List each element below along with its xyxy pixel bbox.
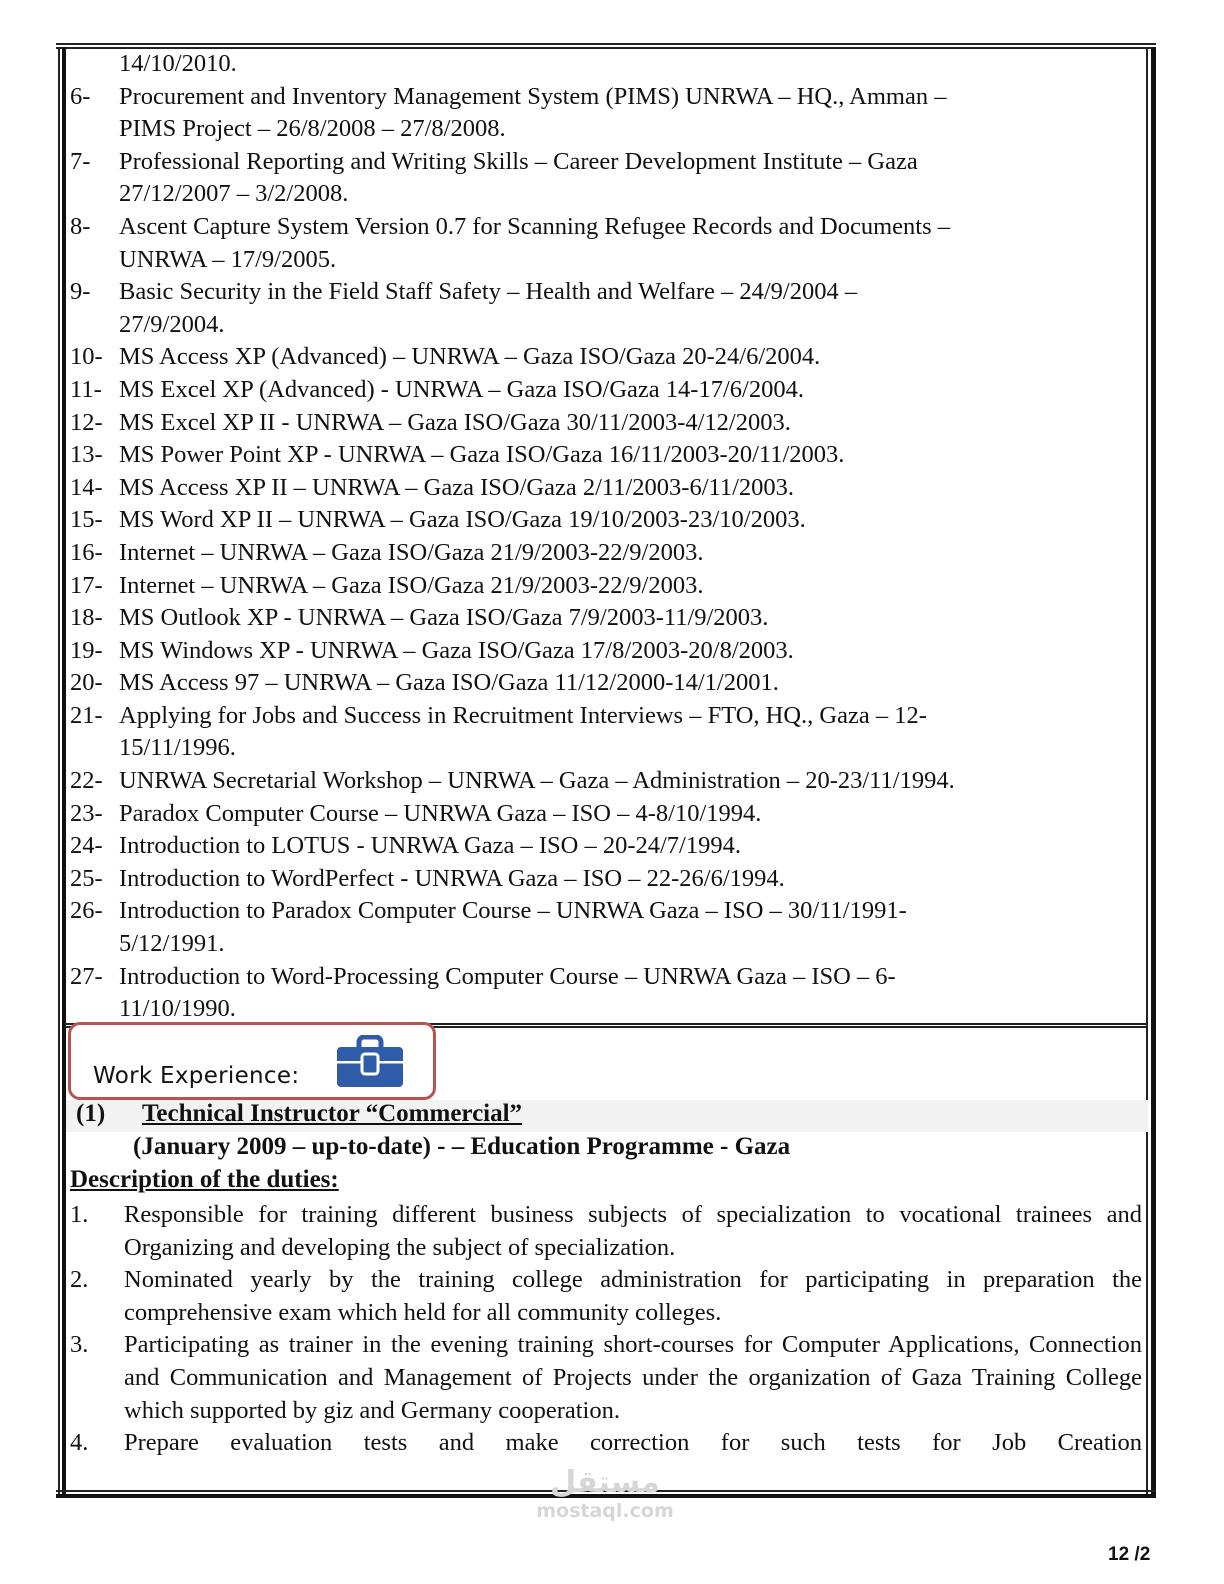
item-number: 26-	[70, 897, 103, 925]
list-item: 13- MS Power Point XP - UNRWA – Gaza ISO/Gaza 16/11/2003-20/11/2003.	[70, 439, 1130, 472]
list-item-continuation: UNRWA – 17/9/2005.	[119, 245, 337, 273]
item-number: 9-	[70, 278, 91, 306]
list-item: 26- Introduction to Paradox Computer Course – UNRWA Gaza – ISO – 30/11/1991-	[70, 895, 1130, 928]
list-item-continuation: 27/12/2007 – 3/2/2008.	[119, 180, 349, 208]
duty-item: 4. Prepare evaluation tests and make correction for such tests for Job Creation	[70, 1427, 1142, 1460]
list-item: 6- Procurement and Inventory Management System (PIMS) UNRWA – HQ., Amman –	[70, 81, 1130, 114]
duty-item: 3. Participating as trainer in the evening training short-courses for Computer Applications, Connection and Communication and Management of Projects under the organization of Gaza Training College which supported by giz and Germany cooperation.	[70, 1331, 1142, 1424]
item-number: 6-	[70, 82, 91, 110]
duty-item: 2. Nominated yearly by the training college administration for participating in preparation the comprehensive exam which held for all community colleges.	[70, 1266, 1142, 1326]
list-item-continuation: 5/12/1991.	[119, 930, 225, 958]
item-number: 12-	[70, 408, 103, 436]
list-item-continuation: PIMS Project – 26/8/2008 – 27/8/2008.	[119, 115, 506, 143]
item-number: 2.	[70, 1266, 89, 1294]
item-number: 16-	[70, 538, 103, 566]
page-number: 12 /2	[1108, 1544, 1151, 1565]
item-number: 23-	[70, 799, 103, 827]
list-item: 7- Professional Reporting and Writing Skills – Career Development Institute – Gaza	[70, 146, 1130, 179]
job-title: Technical Instructor “Commercial”	[142, 1100, 523, 1127]
item-number: 18-	[70, 604, 103, 632]
list-item: 27- Introduction to Word-Processing Computer Course – UNRWA Gaza – ISO – 6-	[70, 961, 1130, 994]
list-item: 21- Applying for Jobs and Success in Recruitment Interviews – FTO, HQ., Gaza – 12-	[70, 700, 1130, 733]
section-heading: Work Experience:	[93, 1063, 300, 1089]
list-item: 10- MS Access XP (Advanced) – UNRWA – Gaza ISO/Gaza 20-24/6/2004.	[70, 341, 1130, 374]
item-number: 25-	[70, 864, 103, 892]
watermark-text: mostaql.com	[536, 1500, 674, 1522]
list-item: 12- MS Excel XP II - UNRWA – Gaza ISO/Gaza 30/11/2003-4/12/2003.	[70, 407, 1130, 440]
duty-item: 1. Responsible for training different business subjects of specialization to vocational trainees and Organizing and developing the subject of specialization.	[70, 1201, 1142, 1261]
list-item: 17- Internet – UNRWA – Gaza ISO/Gaza 21/9/2003-22/9/2003.	[70, 570, 1130, 603]
list-item: 11- MS Excel XP (Advanced) - UNRWA – Gaza ISO/Gaza 14-17/6/2004.	[70, 374, 1130, 407]
list-item-continuation: 14/10/2010.	[119, 50, 237, 77]
briefcase-icon	[335, 1035, 405, 1089]
list-item: 19- MS Windows XP - UNRWA – Gaza ISO/Gaza 17/8/2003-20/8/2003.	[70, 635, 1130, 668]
list-item: 9- Basic Security in the Field Staff Safety – Health and Welfare – 24/9/2004 –	[70, 276, 1130, 309]
list-item: 25- Introduction to WordPerfect - UNRWA Gaza – ISO – 22-26/6/1994.	[70, 863, 1130, 896]
list-item: 23- Paradox Computer Course – UNRWA Gaza – ISO – 4-8/10/1994.	[70, 798, 1130, 831]
border-left-rule	[58, 47, 66, 1494]
item-number: 10-	[70, 343, 103, 371]
item-number: 17-	[70, 571, 103, 599]
item-number: 11-	[70, 375, 102, 403]
list-item: 18- MS Outlook XP - UNRWA – Gaza ISO/Gaza 7/9/2003-11/9/2003.	[70, 602, 1130, 635]
duties-heading: Description of the duties:	[70, 1166, 339, 1193]
item-number: 20-	[70, 669, 103, 697]
item-number: 19-	[70, 636, 103, 664]
list-item: 8- Ascent Capture System Version 0.7 for Scanning Refugee Records and Documents –	[70, 211, 1130, 244]
list-item: 15- MS Word XP II – UNRWA – Gaza ISO/Gaza 19/10/2003-23/10/2003.	[70, 504, 1130, 537]
job-number: (1)	[76, 1100, 106, 1127]
item-number: 13-	[70, 441, 103, 469]
list-item: 22- UNRWA Secretarial Workshop – UNRWA – Gaza – Administration – 20-23/11/1994.	[70, 765, 1130, 798]
item-number: 22-	[70, 767, 103, 795]
watermark	[530, 1466, 680, 1522]
list-item-continuation: 11/10/1990.	[119, 995, 236, 1023]
item-number: 21-	[70, 701, 103, 729]
list-item-continuation: 15/11/1996.	[119, 734, 236, 762]
item-number: 24-	[70, 832, 103, 860]
item-number: 7-	[70, 147, 91, 175]
training-courses-list	[70, 48, 1130, 1026]
item-number: 27-	[70, 962, 103, 990]
watermark-logo: مستقل	[550, 1465, 660, 1500]
item-number: 1.	[70, 1201, 89, 1228]
list-item: 20- MS Access 97 – UNRWA – Gaza ISO/Gaza 11/12/2000-14/1/2001.	[70, 667, 1130, 700]
item-number: 15-	[70, 506, 103, 534]
item-number: 8-	[70, 212, 91, 240]
list-item: 24- Introduction to LOTUS - UNRWA Gaza – ISO – 20-24/7/1994.	[70, 830, 1130, 863]
duties-list	[70, 1199, 1142, 1460]
job-period: (January 2009 – up-to-date) - – Education Programme - Gaza	[133, 1133, 791, 1160]
item-number: 3.	[70, 1331, 89, 1359]
item-number: 14-	[70, 473, 103, 501]
border-right-rule	[1146, 47, 1156, 1494]
list-item-continuation: 27/9/2004.	[119, 310, 225, 338]
work-experience-heading-box	[68, 1022, 436, 1100]
list-item: 14- MS Access XP II – UNRWA – Gaza ISO/Gaza 2/11/2003-6/11/2003.	[70, 472, 1130, 505]
list-item: 16- Internet – UNRWA – Gaza ISO/Gaza 21/9/2003-22/9/2003.	[70, 537, 1130, 570]
item-number: 4.	[70, 1429, 89, 1457]
